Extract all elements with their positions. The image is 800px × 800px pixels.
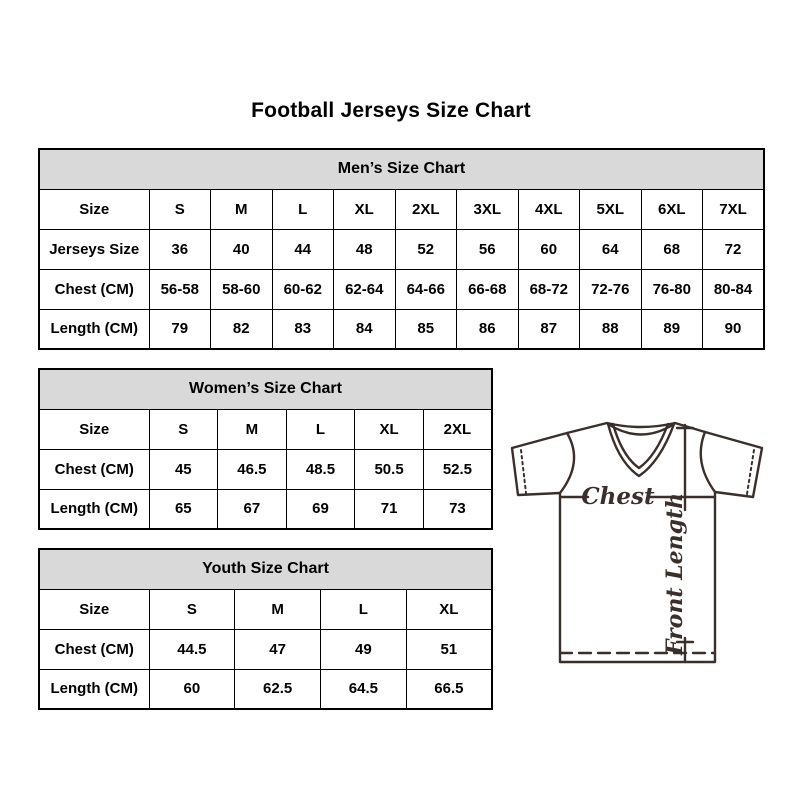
table-row [39,629,492,669]
size-value-cell: 66.5 [406,669,492,709]
size-value-cell: 60 [518,229,580,269]
page-title: Football Jerseys Size Chart [251,99,531,122]
right-armhole-seam [701,432,715,492]
table-row [39,309,764,349]
size-value-cell: 56-58 [149,269,211,309]
row-label-cell: Size [39,189,149,229]
size-value-cell: 72 [703,229,765,269]
size-value-cell: 71 [355,489,424,529]
size-value-cell: 60-62 [272,269,334,309]
womens-size-chart-table [38,368,493,530]
size-value-cell: 62-64 [334,269,396,309]
table-row [39,409,492,449]
left-armhole-seam [560,433,574,493]
right-cuff-stitch-line [747,450,754,494]
size-value-cell: 68-72 [518,269,580,309]
size-value-cell: 6XL [641,189,703,229]
table-row [39,189,764,229]
size-value-cell: 64-66 [395,269,457,309]
table-row [39,229,764,269]
size-value-cell: 49 [321,629,407,669]
left-cuff-stitch-line [521,450,526,493]
size-value-cell: 86 [457,309,519,349]
row-label-cell: Length (CM) [39,309,149,349]
size-value-cell: S [149,409,218,449]
size-value-cell: 68 [641,229,703,269]
row-label-cell: Chest (CM) [39,629,149,669]
chest-label: Chest [581,483,655,510]
table-row [39,489,492,529]
size-value-cell: M [235,589,321,629]
size-value-cell: 80-84 [703,269,765,309]
size-value-cell: 48.5 [286,449,355,489]
table-title: Youth Size Chart [39,549,492,589]
size-value-cell: 2XL [395,189,457,229]
size-value-cell: 79 [149,309,211,349]
size-value-cell: 2XL [423,409,492,449]
size-value-cell: 73 [423,489,492,529]
size-value-cell: 52.5 [423,449,492,489]
size-value-cell: 67 [218,489,287,529]
size-value-cell: 76-80 [641,269,703,309]
table-row [39,669,492,709]
size-value-cell: 88 [580,309,642,349]
size-value-cell: 3XL [457,189,519,229]
size-value-cell: 87 [518,309,580,349]
size-value-cell: S [149,189,211,229]
table-row [39,589,492,629]
size-value-cell: 58-60 [211,269,273,309]
front-length-label: Front Length [662,492,688,656]
size-value-cell: 45 [149,449,218,489]
size-value-cell: 69 [286,489,355,529]
size-value-cell: 46.5 [218,449,287,489]
size-value-cell: 56 [457,229,519,269]
size-value-cell: 47 [235,629,321,669]
size-value-cell: 51 [406,629,492,669]
size-value-cell: S [149,589,235,629]
row-label-cell: Length (CM) [39,489,149,529]
youth-size-chart-table [38,548,493,710]
row-label-cell: Jerseys Size [39,229,149,269]
row-label-cell: Size [39,409,149,449]
size-value-cell: 82 [211,309,273,349]
size-value-cell: L [272,189,334,229]
size-value-cell: 85 [395,309,457,349]
row-label-cell: Chest (CM) [39,269,149,309]
size-value-cell: 84 [334,309,396,349]
size-value-cell: M [218,409,287,449]
table-row [39,269,764,309]
size-value-cell: 72-76 [580,269,642,309]
size-value-cell: 60 [149,669,235,709]
size-value-cell: 64.5 [321,669,407,709]
size-value-cell: 5XL [580,189,642,229]
size-value-cell: 4XL [518,189,580,229]
size-value-cell: 65 [149,489,218,529]
size-value-cell: 90 [703,309,765,349]
jersey-measurement-diagram [500,398,782,683]
size-value-cell: 62.5 [235,669,321,709]
mens-size-chart-table [38,148,765,350]
size-value-cell: 36 [149,229,211,269]
size-value-cell: 52 [395,229,457,269]
row-label-cell: Chest (CM) [39,449,149,489]
size-value-cell: M [211,189,273,229]
size-value-cell: XL [406,589,492,629]
size-value-cell: 7XL [703,189,765,229]
size-value-cell: 89 [641,309,703,349]
row-label-cell: Length (CM) [39,669,149,709]
size-value-cell: 50.5 [355,449,424,489]
size-value-cell: 44 [272,229,334,269]
size-value-cell: XL [334,189,396,229]
size-value-cell: 66-68 [457,269,519,309]
size-value-cell: 44.5 [149,629,235,669]
size-value-cell: L [286,409,355,449]
size-value-cell: XL [355,409,424,449]
size-value-cell: 64 [580,229,642,269]
table-title: Women’s Size Chart [39,369,492,409]
table-row [39,449,492,489]
size-value-cell: 83 [272,309,334,349]
jersey-body-outline [512,423,762,662]
row-label-cell: Size [39,589,149,629]
size-value-cell: 48 [334,229,396,269]
table-title: Men’s Size Chart [39,149,764,189]
size-value-cell: L [321,589,407,629]
jersey-outline-group [512,423,762,662]
size-value-cell: 40 [211,229,273,269]
